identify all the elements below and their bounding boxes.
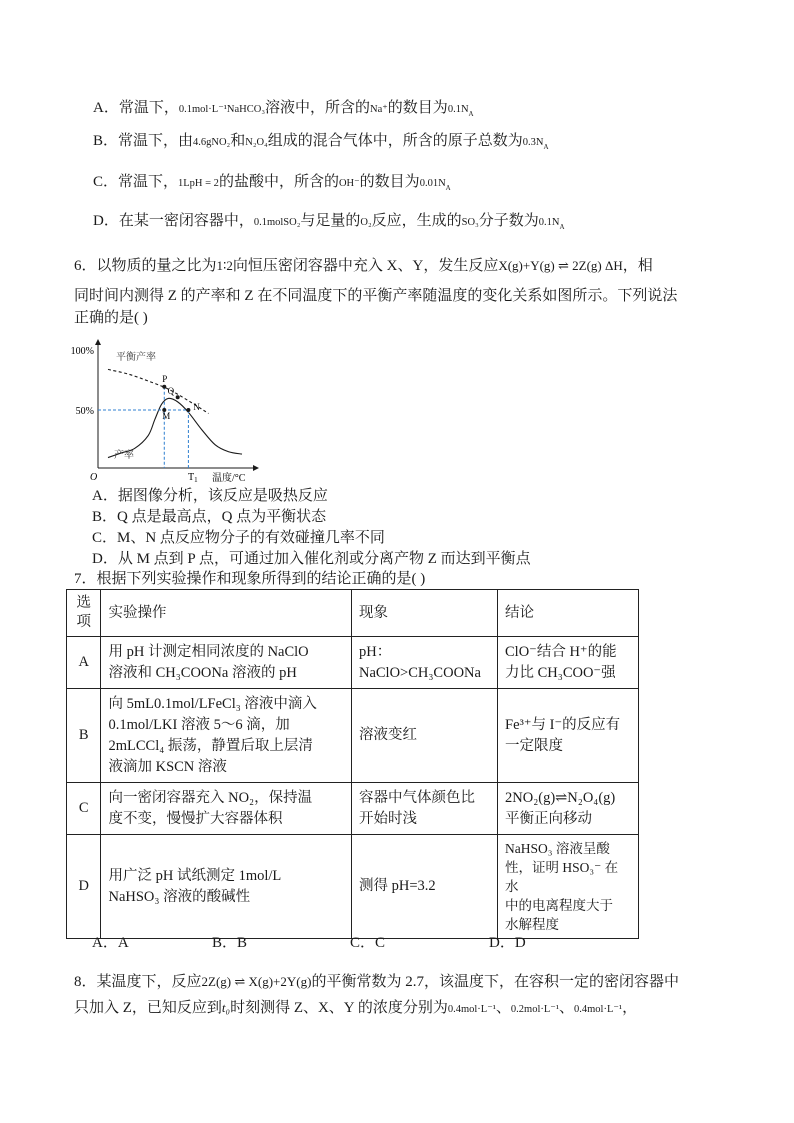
table-header-row bbox=[67, 590, 639, 637]
row-conclusion: 2NO₂(g)⇌N₂O₄(g) 平衡正向移动 bbox=[498, 783, 639, 835]
row-key: B bbox=[67, 689, 101, 783]
q7-answer-a: A．A bbox=[92, 935, 129, 951]
q8-stem-line2: 只加入 Z，已知反应到t₀时刻测得 Z、X、Y 的浓度分别为0.4mol·L⁻¹、0.2mol·L⁻¹、0.4mol·L⁻¹， bbox=[74, 1000, 638, 1016]
table-row bbox=[67, 689, 639, 783]
table-row bbox=[67, 637, 639, 689]
point-label-p: P bbox=[162, 373, 168, 384]
q7-answer-d: D．D bbox=[489, 935, 526, 951]
q5-option-c: C．常温下，1LpH = 2的盐酸中，所含的OH⁻的数目为$0.01N_A$ bbox=[93, 174, 451, 192]
experiment-table bbox=[66, 589, 639, 939]
x-tick-t1: $T_1$ bbox=[188, 472, 198, 484]
point-label-q: Q bbox=[167, 386, 175, 397]
row-phenomenon: pH： NaClO>CH₃COONa bbox=[351, 637, 497, 689]
y-tick-50: 50% bbox=[75, 406, 94, 417]
table-row bbox=[67, 783, 639, 835]
row-operation: 用 pH 计测定相同浓度的 NaClO 溶液和 CH₃COONa 溶液的 pH bbox=[101, 637, 352, 689]
row-conclusion: ClO⁻结合 H⁺的能 力比 CH₃COO⁻强 bbox=[498, 637, 639, 689]
q6-option-b: B．Q 点是最高点，Q 点为平衡状态 bbox=[92, 509, 327, 525]
yield-temperature-chart bbox=[62, 338, 262, 488]
q6-option-a: A．据图像分析，该反应是吸热反应 bbox=[92, 488, 328, 504]
header-operation: 实验操作 bbox=[101, 590, 352, 637]
origin-label: O bbox=[90, 472, 98, 483]
legend-yield: 产率 bbox=[114, 450, 134, 461]
row-operation: 向一密闭容器充入 NO₂，保持温 度不变，慢慢扩大容器体积 bbox=[101, 783, 352, 835]
point-q bbox=[176, 395, 180, 399]
q5-option-a: A．常温下，0.1mol·L⁻¹NaHCO₃溶液中，所含的Na⁺的数目为$0.1N_A$ bbox=[93, 100, 474, 118]
q7-stem: 7．根据下列实验操作和现象所得到的结论正确的是( ) bbox=[74, 571, 426, 587]
q6-option-d: D．从 M 点到 P 点，可通过加入催化剂或分离产物 Z 而达到平衡点 bbox=[92, 551, 531, 567]
header-phenomenon: 现象 bbox=[351, 590, 497, 637]
point-p bbox=[162, 385, 166, 389]
y-tick-100: 100% bbox=[70, 346, 94, 357]
q7-answer-b: B．B bbox=[212, 935, 248, 951]
row-key: D bbox=[67, 835, 101, 939]
q6-stem-line2: 同时间内测得 Z 的产率和 Z 在不同温度下的平衡产率随温度的变化关系如图所示。下列说法 bbox=[74, 288, 678, 304]
q6-option-c: C．M、N 点反应物分子的有效碰撞几率不同 bbox=[92, 530, 385, 546]
header-option: 选项 bbox=[67, 590, 101, 637]
row-conclusion: Fe³⁺与 I⁻的反应有 一定限度 bbox=[498, 689, 639, 783]
point-n bbox=[186, 408, 190, 412]
q8-stem-line1: 8．某温度下，反应2Z(g) ⇌ X(g)+2Y(g)的平衡常数为 2.7，该温度下，在容积一定的密闭容器中 bbox=[74, 974, 679, 990]
legend-equilibrium-yield: 平衡产率 bbox=[116, 352, 156, 363]
row-key: A bbox=[67, 637, 101, 689]
row-phenomenon: 容器中气体颜色比 开始时浅 bbox=[351, 783, 497, 835]
row-phenomenon: 溶液变红 bbox=[351, 689, 497, 783]
row-operation: 用广泛 pH 试纸测定 1mol/L NaHSO₃ 溶液的酸碱性 bbox=[101, 835, 352, 939]
row-phenomenon: 测得 pH=3.2 bbox=[351, 835, 497, 939]
row-conclusion: NaHSO₃ 溶液呈酸 性，证明 HSO₃⁻ 在水 中的电离程度大于 水解程度 bbox=[498, 835, 639, 939]
q5-option-b: B．常温下，由4.6gNO₂和N₂O₄组成的混合气体中，所含的原子总数为$0.3N_A$ bbox=[93, 133, 549, 151]
q7-answer-c: C．C bbox=[350, 935, 386, 951]
row-key: C bbox=[67, 783, 101, 835]
x-axis-label: 温度/°C bbox=[212, 473, 246, 484]
row-operation: 向 5mL0.1mol/LFeCl₃ 溶液中滴入 0.1mol/LKI 溶液 5～6 滴，加 2mLCCl₄ 振荡，静置后取上层清 液滴加 KSCN 溶液 bbox=[101, 689, 352, 783]
yield-curve bbox=[108, 398, 242, 457]
header-conclusion: 结论 bbox=[498, 590, 639, 637]
q5-option-d: D．在某一密闭容器中，0.1molSO₂与足量的O₂反应，生成的SO₃分子数为$0.1N_A$ bbox=[93, 213, 565, 231]
point-label-n: N bbox=[193, 402, 200, 412]
q6-stem-line1: 6．以物质的量之比为1∶2向恒压密闭容器中充入 X、Y，发生反应X(g)+Y(g) ⇌ 2Z(g) ΔH，相 bbox=[74, 258, 653, 274]
table-row bbox=[67, 835, 639, 939]
point-label-m: M bbox=[162, 411, 171, 421]
q6-stem-line3: 正确的是( ) bbox=[74, 310, 148, 326]
